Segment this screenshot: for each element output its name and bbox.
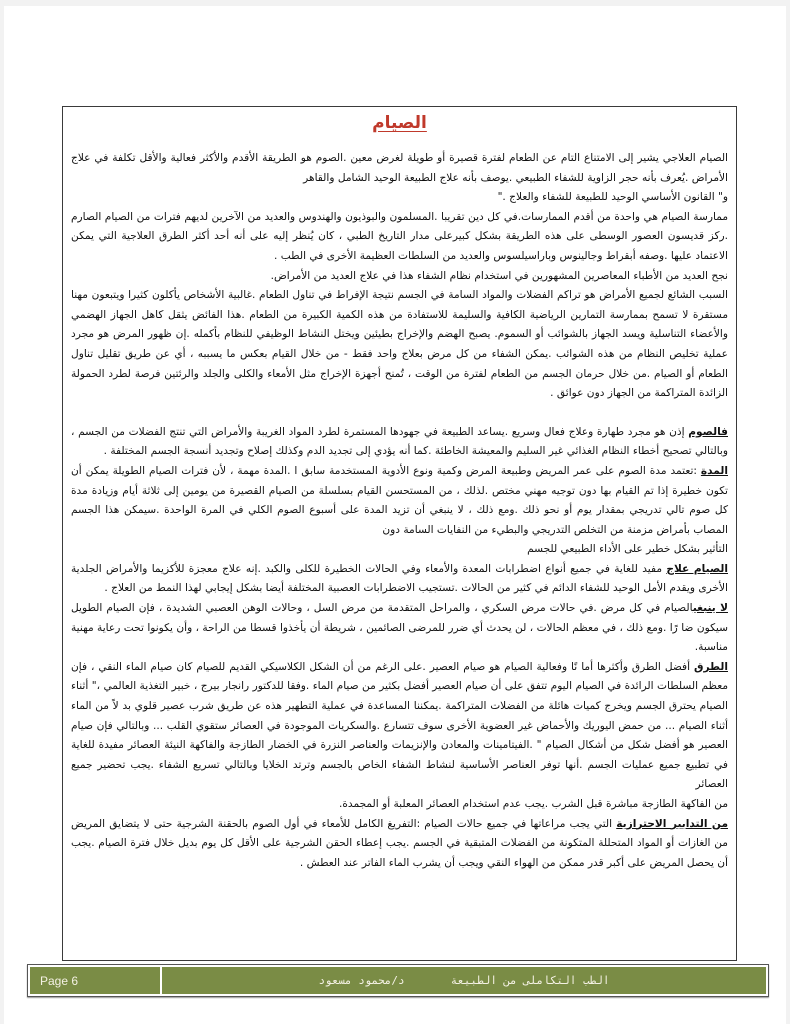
paragraph-lead: الطرق <box>694 660 728 673</box>
paragraph-fasting-treatment: الصيام علاج مفيد للغاية في جميع أنواع اضطرابات المعدة والأمعاء وفي الحالات الخطيرة للكلى والكبد .إنه علاج معجزة للأكزيما والأمراض الجلدية الأخرى ويقدم الأمل الوحيد للشفاء الدائم في كثير من الحالات .تستجيب الاضطرابات العصبية المختلفة أيضا بشكل إيجابي لهذا النمط من العلاج . <box>71 562 728 595</box>
footer-title-bar <box>162 967 766 994</box>
paragraph-cause: السبب الشائع لجميع الأمراض هو تراكم الفضلات والمواد السامة في الجسم نتيجة الإفراط في تناول الطعام .غالبية الأشخاص يأكلون كثيرا ويتبعون مهنا مستقرة لا تسمح بممارسة التمارين الرياضية الكافية والسليمة للاستفادة من هذه الكمية الكبيرة من الطعام .هذا الفائض يثقل كاهل الجهاز الهضمي والأعضاء التناسلية ويسد الجهاز بالشوائب أو السموم. يصبح الهضم والإخراج بطيئين ويختل النشاط الوظيفي للنظام بأكمله .إن ظهور المرض هو مجرد عملية تخليص النظام من هذه الشوائب .يمكن الشفاء من كل مرض بعلاج واحد فقط - من خلال القيام بعكس ما يسببه ، أي عن طريق تقليل تناول الطعام أو الصيام .من خلال حرمان الجسم من الطعام لفترة من الوقت ، تُمنح أجهزة الإخراج مثل الأمعاء والكلى والجلد والرئتين فرصة لطرد الحمولة الزائدة المتراكمة من الجهاز دون عوائق . <box>71 289 728 400</box>
article-title: الصيام <box>372 113 427 133</box>
article-box <box>62 106 737 961</box>
page-footer <box>27 964 769 997</box>
paragraph-intro: الصيام العلاجي يشير إلى الامتناع التام عن الطعام لفترة قصيرة أو طويلة لغرض معين .الصوم هو الطريقة الأقدم والأكثر فعالية والأقل تكلفة في علاج الأمراض .يُعرف بأنه حجر الزاوية للشفاء الطبيعي .يوصف بأنه علاج الطبيعة الوحيد الشامل والقاهر <box>71 152 728 184</box>
paragraph-duration-end: التأثير بشكل خطير على الأداء الطبيعي للجسم <box>527 543 728 556</box>
paragraph-lead: لا ينبغي <box>692 602 728 615</box>
paragraph-duration: المدة :تعتمد مدة الصوم على عمر المريض وطبيعة المرض وكمية ونوع الأدوية المستخدمة سابق ا .المدة مهمة ، لأن فترات الصيام الطويلة يمكن أن تكون خطيرة إذا تم القيام بها دون توجيه مهني مختص .لذلك ، من المستحسن القيام بسلسلة من الصيام القصيرة من يومين إلى ثلاثة أيام وزيادة مدة كل صوم تالي تدريجي بمقدار يوم أو نحو ذلك .ومع ذلك ، لا ينبغي أن تزيد المدة على أسبوع الصوم الكلي في المرة الواحدة .سيمكن هذا الجسم المصاب بأمراض مزمنة من التخلص التدريجي والبطيء من النفايات السامة دون <box>71 464 728 536</box>
paragraph-lead: المدة <box>700 464 728 477</box>
page-number: Page 6 <box>30 967 160 994</box>
paragraph-modern-doctors: نجح العديد من الأطباء المعاصرين المشهورين في استخدام نظام الشفاء هذا في علاج العديد من الأمراض. <box>270 269 728 282</box>
paragraph-history: ممارسة الصيام هي واحدة من أقدم الممارسات.في كل دين تقريبا .المسلمون والبوذيون والهندوس والعديد من الآخرين لديهم فترات من الصيام الصارم .ركز قديسون العصور الوسطى على هذه الطريقة بشكل كبيرعلى مدار التاريخ الطبي ، كان يُنظر إليه على أنه أحد أكثر الطرق العلاجية التي يمكن الاعتماد عليها .وصفه أبقراط وجالينوس وباراسيلسوس والعديد من السلطات العظيمة الأخرى في الطب . <box>71 210 728 262</box>
paragraph-lead: من التدابير الاحترازية <box>616 817 728 830</box>
paragraph-contraindications: لا ينبغيالصيام في كل مرض .في حالات مرض السكري ، والمراحل المتقدمة من مرض السل ، وحالات الوهن العصبي الشديدة ، فإن الصيام الطويل سيكون ضا رًا .ومع ذلك ، في معظم الحالات ، لن يحدث أي ضرر للمرضى الصائمين ، شريطة أن يأخذوا قسطا من الراحة ، وأن يكونوا تحت رعاية مهنية مناسبة. <box>71 602 728 654</box>
paragraph-methods: الطرق أفضل الطرق وأكثرها أما نًا وفعالية الصيام هو صيام العصير .على الرغم من أن الشكل الكلاسيكي القديم للصيام كان صيام الماء النقي ، فإن معظم السلطات الرائدة في الصيام اليوم تتفق على أن صيام العصير أفضل بكثير من صيام الماء .وفقا للدكتور رانجار بيرج ، خبير التغذية العالمي ،" أثناء الصيام يحترق الجسم ويخرج كميات هائلة من الفضلات المتراكمة .يمكننا المساعدة في عملية التطهير هذه عن طريق شرب عصير قلوي بد لاً من الماء أثناء الصيام ... من حمض اليوريك والأحماض غير العضوية الأخرى سوف تتسارع .والسكريات الموجودة في العصائر ستقوي القلب ... وبالتالي فإن صيام العصير هو أفضل شكل من أشكال الصيام " .الفيتامينات والمعادن والإنزيمات والعناصر النزرة في الخضار الطازجة والفاكهة النيئة العصائر مفيدة للغاية في تطبيع جميع عمليات الجسم .أنها توفر العناصر الأساسية لنشاط الشفاء الخاص بالجسم وترتد الخلايا وبالتالي تسريع الشفاء .يجب تحضير جميع العصائر <box>71 660 728 791</box>
book-title: الطب التكاملى من الطبيعة <box>450 974 610 987</box>
paragraph-fasting-purity: فالصوم إذن هو مجرد طهارة وعلاج فعال وسريع .يساعد الطبيعة في جهودها المستمرة لطرد المواد الغريبة والأمراض التي تنتج الفضلات من الجسم ، وبالتالي تصحيح أخطاء النظام الغذائي غير السليم والمعيشة الخاطئة .كما أنه يؤدي إلى تجديد الدم وكذلك إصلاح وتجديد أنسجة الجسم المختلفة . <box>71 425 728 458</box>
paragraph-lead: الصيام علاج <box>666 562 728 575</box>
paragraph-fresh-fruit: من الفاكهة الطازجة مباشرة قبل الشرب .يجب عدم استخدام العصائر المعلبة أو المجمدة. <box>338 798 728 810</box>
paragraph-quote: و" القانون الأساسي الوحيد للطبيعة للشفاء والعلاج ." <box>497 191 728 204</box>
author-name: د/محمود مسعود <box>318 974 405 987</box>
document-page <box>4 6 786 1024</box>
paragraph-precautions: من التدابير الاحترازية التي يجب مراعاتها في جميع حالات الصيام :التفريغ الكامل للأمعاء في أول الصوم بالحقنة الشرجية حتى لا يتضايق المريض من الغازات أو المواد المتحللة المتكونة من الفضلات المتبقية في الجسم .يجب إعطاء الحقن الشرجية على الأقل كل يوم بديل خلال فترة الصيام .يجب أن يحصل المريض على أكبر قدر ممكن من الهواء النقي ويجب أن يشرب الماء الفاتر عند العطش . <box>71 817 728 869</box>
paragraph-lead: فالصوم <box>688 425 728 438</box>
